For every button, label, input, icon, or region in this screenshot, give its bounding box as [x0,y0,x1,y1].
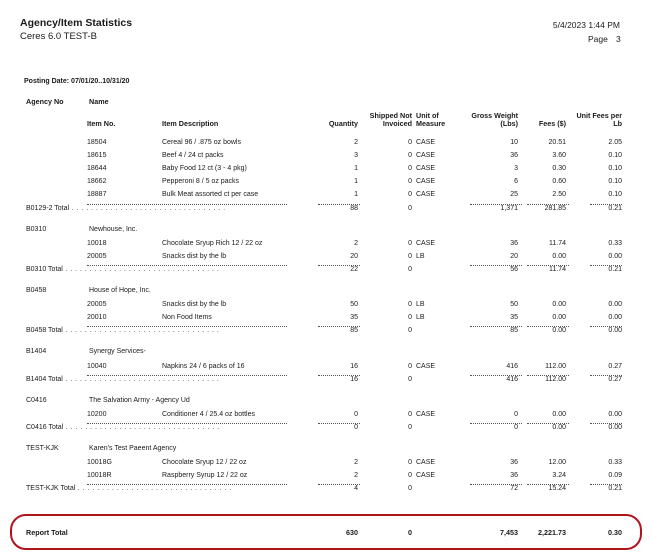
item-number: 18887 [87,191,107,199]
agency-name: Newhouse, Inc. [89,225,138,233]
item-gross-weight: 36 [510,152,518,160]
agency-total-fees: 15.24 [548,485,566,493]
agency-total-unit-fees: 0.00 [608,327,622,335]
item-description: Baby Food 12 ct (3 - 4 pkg) [162,165,247,173]
item-unit-fees: 0.00 [608,314,622,322]
item-fees: 112.00 [545,362,566,370]
item-shipped-not-invoiced: 0 [408,314,412,322]
agency-total-shipped-not-invoiced: 0 [408,375,412,383]
agency-name: The Salvation Army - Agency Ud [89,396,190,404]
report-subtitle: Ceres 6.0 TEST-B [20,31,97,42]
item-number: 18504 [87,139,107,146]
agency-total-label: B0310 Total . . . . . . . . . . . . . . . . . . . . . . . . . . . . . . . . [26,265,220,273]
column-header-gross-weight: Gross Weight [471,111,518,120]
page-number: 3 [616,34,621,44]
item-shipped-not-invoiced: 0 [408,178,412,186]
posting-date: Posting Date: 07/01/20..10/31/20 [24,78,130,85]
agency-total-quantity: 4 [354,485,358,493]
item-description: Chocolate Sryup Rich 12 / 22 oz [162,239,263,247]
item-unit-fees: 0.10 [608,178,622,186]
agency-total-quantity: 16 [350,375,358,383]
report-total-fees: 2,221.73 [538,528,566,537]
item-quantity: 2 [354,239,358,247]
item-quantity: 1 [354,191,358,199]
item-number: 18615 [87,152,107,160]
agency-total-fees: 281.85 [544,204,566,212]
column-header-unit-fees: Unit Fees per [576,111,622,120]
report-total-shipped-not-invoiced: 0 [408,528,412,537]
item-description: Pepperoni 8 / 5 oz packs [162,178,240,186]
item-unit-of-measure: CASE [416,165,436,173]
item-quantity: 1 [354,165,358,173]
item-fees: 0.00 [552,410,566,418]
item-shipped-not-invoiced: 0 [408,459,412,467]
item-unit-fees: 0.33 [608,459,622,467]
item-description: Snacks dist by the lb [162,252,227,260]
item-shipped-not-invoiced: 0 [408,165,412,173]
agency-number: C0416 [26,396,47,404]
dot-leader: . . . . . . . . . . . . . . . . . . . . . . . . . . . . . . . . [63,423,220,431]
agency-total-fees: 112.00 [545,375,566,383]
item-unit-of-measure: CASE [416,459,436,467]
item-unit-fees: 0.10 [608,152,622,160]
agency-total-quantity: 85 [350,327,358,335]
agency-total-fees: 0.00 [552,327,566,335]
column-header-shipped-not: Shipped Not [369,111,412,120]
item-unit-fees: 0.33 [608,239,622,247]
item-fees: 12.00 [548,459,566,467]
agency-total-unit-fees: 0.21 [608,265,622,273]
agency-name: House of Hope, Inc. [89,287,151,294]
item-number: 18644 [87,165,107,173]
item-quantity: 35 [350,314,358,322]
item-description: Raspberry Syrup 12 / 22 oz [162,472,248,480]
dot-leader: . . . . . . . . . . . . . . . . . . . . . . . . . . . . . . . . [69,204,226,212]
column-header-name: Name [89,97,109,106]
item-description: Beef 4 / 24 ct packs [162,152,224,160]
item-quantity: 0 [354,410,358,418]
agency-number: B0458 [26,287,47,294]
report-total-gross-weight: 7,453 [500,528,518,537]
column-header-quantity: Quantity [328,119,358,128]
item-unit-of-measure: CASE [416,178,436,186]
agency-total-label: B0458 Total . . . . . . . . . . . . . . . . . . . . . . . . . . . . . . . . [26,327,220,335]
dot-leader: . . . . . . . . . . . . . . . . . . . . . . . . . . . . . . . . [62,327,220,335]
agency-total-shipped-not-invoiced: 0 [408,485,412,493]
agency-total-gross-weight: 56 [510,265,518,273]
item-quantity: 3 [354,152,358,160]
item-shipped-not-invoiced: 0 [408,152,412,160]
item-unit-fees: 0.10 [608,165,622,173]
item-gross-weight: 50 [510,301,518,309]
dot-leader: . . . . . . . . . . . . . . . . . . . . . . . . . . . . . . . . [75,485,232,493]
report-total-unit-fees: 0.30 [608,528,622,537]
item-gross-weight: 36 [510,472,518,480]
report-total-quantity: 630 [346,528,358,537]
report-date: 5/4/2023 1:44 PM [552,20,620,30]
agency-number: B0310 [26,225,47,233]
item-unit-of-measure: LB [416,252,425,260]
agency-total-unit-fees: 0.27 [608,375,622,383]
item-description: Chocolate Sryup 12 / 22 oz [162,459,247,467]
item-shipped-not-invoiced: 0 [408,252,412,260]
agency-number: TEST-KJK [26,445,59,452]
item-unit-of-measure: LB [416,301,425,309]
agency-total-shipped-not-invoiced: 0 [408,423,412,431]
agency-total-shipped-not-invoiced: 0 [408,204,412,212]
item-quantity: 2 [354,139,358,146]
agency-total-fees: 0.00 [552,423,566,431]
item-fees: 3.60 [552,152,566,160]
agency-total-gross-weight: 416 [506,375,518,383]
column-header-agency-no: Agency No [26,97,64,106]
page-label: Page [588,34,608,44]
item-shipped-not-invoiced: 0 [408,472,412,480]
item-unit-fees: 0.00 [608,252,622,260]
agency-total-shipped-not-invoiced: 0 [408,327,412,335]
item-unit-of-measure: CASE [416,362,436,370]
column-header-per-lb: Lb [613,119,622,128]
item-number: 20005 [87,301,107,309]
item-quantity: 50 [350,301,358,309]
item-gross-weight: 25 [510,191,518,199]
item-quantity: 2 [354,459,358,467]
item-unit-of-measure: CASE [416,239,436,247]
item-number: 10018R [87,472,112,480]
item-gross-weight: 20 [510,252,518,260]
agency-total-unit-fees: 0.00 [608,423,622,431]
item-fees: 0.60 [552,178,566,186]
item-fees: 20.51 [548,139,566,146]
column-header-fees: Fees ($) [538,119,566,128]
item-gross-weight: 0 [514,410,518,418]
item-shipped-not-invoiced: 0 [408,191,412,199]
item-unit-fees: 0.09 [608,472,622,480]
agency-total-gross-weight: 1,371 [500,204,518,212]
agency-name: Karen's Test Paeent Agency [89,445,177,452]
report-title: Agency/Item Statistics [20,17,133,29]
item-shipped-not-invoiced: 0 [408,301,412,309]
item-gross-weight: 35 [510,314,518,322]
agency-total-label: TEST-KJK Total . . . . . . . . . . . . . . . . . . . . . . . . . . . . . . . . [26,485,232,493]
item-description: Non Food Items [162,314,212,322]
column-header-measure: Measure [416,119,446,128]
item-unit-of-measure: CASE [416,191,436,199]
item-number: 20010 [87,314,107,322]
item-gross-weight: 36 [510,239,518,247]
column-header-unit-of: Unit of [416,111,439,120]
item-unit-fees: 0.00 [608,301,622,309]
item-unit-of-measure: CASE [416,139,436,146]
agency-total-unit-fees: 0.21 [608,204,622,212]
item-fees: 3.24 [552,472,566,480]
item-quantity: 16 [350,362,358,370]
item-fees: 0.00 [552,301,566,309]
column-header-lbs: (Lbs) [500,119,518,128]
item-unit-fees: 0.00 [608,410,622,418]
item-unit-fees: 0.10 [608,191,622,199]
agency-total-unit-fees: 0.21 [608,485,622,493]
dot-leader: . . . . . . . . . . . . . . . . . . . . . . . . . . . . . . . . [62,375,220,383]
item-unit-fees: 2.05 [608,139,622,146]
item-unit-of-measure: CASE [416,410,436,418]
item-gross-weight: 10 [510,139,518,146]
item-gross-weight: 3 [514,165,518,173]
item-fees: 11.74 [549,239,566,247]
agency-total-quantity: 22 [350,265,358,273]
item-description: Bulk Meat assorted ct per case [162,191,259,199]
column-header-invoiced: Invoiced [382,119,412,128]
item-number: 18662 [87,178,107,186]
item-shipped-not-invoiced: 0 [408,139,412,146]
agency-total-gross-weight: 72 [510,485,518,493]
item-quantity: 20 [350,252,358,260]
item-unit-of-measure: CASE [416,472,436,480]
agency-total-label: B0129-2 Total . . . . . . . . . . . . . . . . . . . . . . . . . . . . . . . . [26,204,226,212]
agency-name: Synergy Services- [89,348,146,356]
column-header-item-description: Item Description [162,119,219,128]
item-description: Conditioner 4 / 25.4 oz bottles [162,410,256,418]
agency-total-quantity: 0 [354,423,358,431]
item-number: 10018 [87,239,107,247]
item-quantity: 2 [354,472,358,480]
agency-total-label: C0416 Total . . . . . . . . . . . . . . . . . . . . . . . . . . . . . . . . [26,423,220,431]
item-shipped-not-invoiced: 0 [408,362,412,370]
item-unit-of-measure: LB [416,314,425,322]
item-quantity: 1 [354,178,358,186]
item-shipped-not-invoiced: 0 [408,410,412,418]
agency-total-quantity: 88 [350,204,358,212]
item-number: 10040 [87,362,107,370]
agency-total-gross-weight: 85 [510,327,518,335]
item-description: Cereal 96 / .875 oz bowls [162,139,241,146]
item-shipped-not-invoiced: 0 [408,239,412,247]
item-description: Napkins 24 / 6 packs of 16 [162,362,245,370]
item-unit-fees: 0.27 [608,362,622,370]
item-fees: 2.50 [552,191,566,199]
agency-total-shipped-not-invoiced: 0 [408,265,412,273]
item-unit-of-measure: CASE [416,152,436,160]
agency-number: B1404 [26,348,47,356]
item-gross-weight: 416 [506,362,518,370]
item-gross-weight: 36 [510,459,518,467]
item-fees: 0.00 [552,314,566,322]
item-number: 20005 [87,252,107,260]
agency-total-label: B1404 Total . . . . . . . . . . . . . . . . . . . . . . . . . . . . . . . . [26,375,220,383]
item-number: 10200 [87,410,107,418]
column-header-item-no: Item No. [87,119,116,128]
item-number: 10018G [87,459,112,467]
agency-total-gross-weight: 0 [514,423,518,431]
dot-leader: . . . . . . . . . . . . . . . . . . . . . . . . . . . . . . . . [62,265,220,273]
item-description: Snacks dist by the lb [162,301,227,309]
item-fees: 0.00 [552,252,566,260]
report-total-label: Report Total [26,528,68,537]
item-gross-weight: 6 [514,178,518,186]
item-fees: 0.30 [552,165,566,173]
agency-total-fees: 11.74 [549,265,566,273]
